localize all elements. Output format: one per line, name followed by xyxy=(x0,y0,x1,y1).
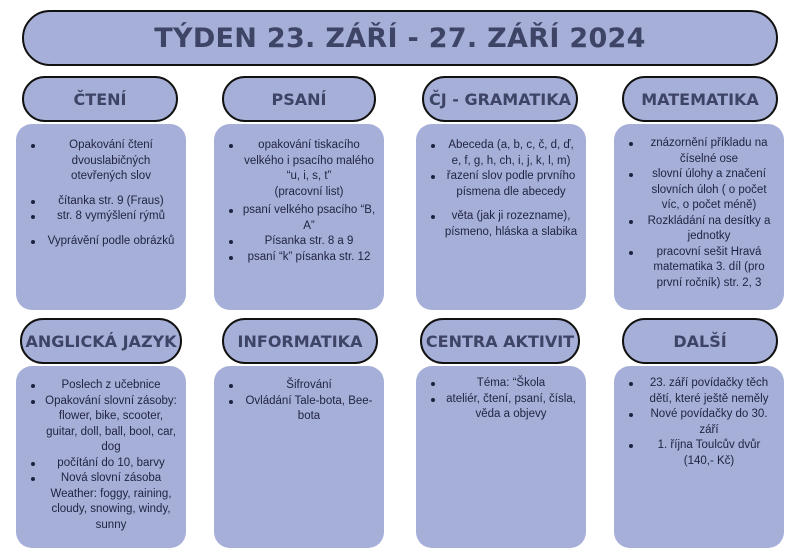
list-item: str. 8 vymýšlení rýmů xyxy=(16,209,186,225)
list-item: 1. října Toulcův dvůr (140,- Kč) xyxy=(614,438,784,469)
heading-informatika: INFORMATIKA xyxy=(222,318,378,364)
card-dalsi xyxy=(614,366,784,548)
card-matematika xyxy=(614,124,784,310)
heading-anglicky: ANGLICKÁ JAZYK xyxy=(20,318,182,364)
list-item: pracovní sešit Hravá matematika 3. díl (pro první ročník) str. 2, 3 xyxy=(614,245,784,292)
list-item: Opakování slovní zásoby: flower, bike, scooter, guitar, doll, ball, bool, car, dog xyxy=(16,394,186,456)
list-item: opakování tiskacího velkého i psacího malého “u, i, s, t” (pracovní list) xyxy=(214,138,384,200)
list-item: 23. září povídačky těch dětí, které ještě neměly xyxy=(614,376,784,407)
list-item: čítanka str. 9 (Fraus) xyxy=(16,194,186,210)
heading-psani: PSANÍ xyxy=(222,76,376,122)
list-item: znázornění příkladu na číselné ose xyxy=(614,136,784,167)
card-informatika xyxy=(214,366,384,548)
card-anglicky xyxy=(16,366,186,548)
heading-matematika: MATEMATIKA xyxy=(622,76,778,122)
list-item: řazení slov podle prvního písmena dle abecedy xyxy=(416,169,586,200)
list-item: Nová slovní zásoba Weather: foggy, raining, cloudy, snowing, windy, sunny xyxy=(16,471,186,533)
page-title-banner xyxy=(22,10,778,66)
list-item: slovní úlohy a značení slovních úloh ( o počet víc, o počet méně) xyxy=(614,167,784,214)
card-cteni xyxy=(16,124,186,310)
list-item: počítání do 10, barvy xyxy=(16,456,186,472)
list-item: Nové povídačky do 30. září xyxy=(614,407,784,438)
list-item: Šifrování xyxy=(214,378,384,394)
card-centra-aktivit xyxy=(416,366,586,548)
list-item: Abeceda (a, b, c, č, d, ď, e, f, g, h, ch, i, j, k, l, m) xyxy=(416,138,586,169)
list-item: ateliér, čtení, psaní, čísla, věda a objevy xyxy=(416,392,586,423)
card-gramatika xyxy=(416,124,586,310)
list-item: Téma: “Škola xyxy=(416,376,586,392)
list-item: Ovládání Tale-bota, Bee-bota xyxy=(214,394,384,425)
list-item: Rozkládání na desítky a jednotky xyxy=(614,214,784,245)
list-item: Opakování čtení dvouslabičných otevřených slov xyxy=(16,138,186,185)
list-item: věta (jak ji rozezname), písmeno, hláska a slabika xyxy=(416,209,586,240)
list-item: psaní “k” písanka str. 12 xyxy=(214,250,384,266)
list-item: psaní velkého psacího “B, A” xyxy=(214,203,384,234)
heading-dalsi: DALŠÍ xyxy=(622,318,778,364)
list-item: Poslech z učebnice xyxy=(16,378,186,394)
list-item: Písanka str. 8 a 9 xyxy=(214,234,384,250)
page-title: TÝDEN 23. ZÁŘÍ - 27. ZÁŘÍ 2024 xyxy=(154,22,646,54)
heading-centra-aktivit: CENTRA AKTIVIT xyxy=(420,318,580,364)
heading-cteni: ČTENÍ xyxy=(22,76,178,122)
card-psani xyxy=(214,124,384,310)
heading-gramatika: ČJ - GRAMATIKA xyxy=(422,76,578,122)
list-item: Vyprávění podle obrázků xyxy=(16,234,186,250)
